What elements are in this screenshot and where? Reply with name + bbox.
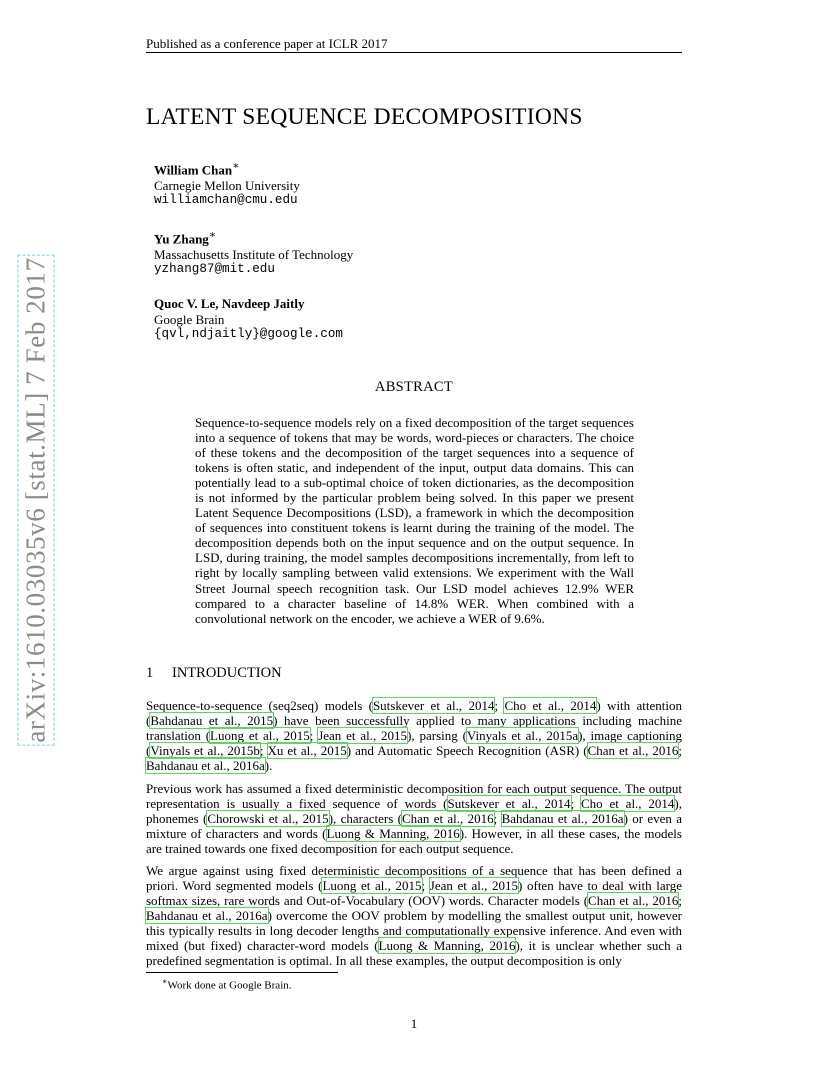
citation-link[interactable]: Vinyals et al., 2015b (150, 743, 260, 759)
citation-link[interactable]: Chorowski et al., 2015 (207, 811, 329, 827)
citation-link[interactable]: Luong & Manning, 2016 (326, 826, 460, 842)
abstract-heading: ABSTRACT (374, 379, 454, 395)
citation-link[interactable]: Sutskever et al., 2014 (372, 698, 495, 713)
author-affiliation: Google Brain (154, 311, 225, 327)
header-rule (146, 52, 682, 53)
section-heading (146, 665, 282, 682)
author-mark: ∗ (232, 160, 240, 172)
citation-link[interactable]: Bahdanau et al., 2016a (501, 811, 624, 827)
author-email[interactable]: yzhang87@mit.edu (154, 262, 275, 277)
paper-title: LATENT SEQUENCE DECOMPOSITIONS (146, 104, 583, 130)
footnote (162, 977, 292, 992)
author-name: Quoc V. Le, Navdeep Jaitly (154, 296, 305, 311)
citation-link[interactable]: Luong et al., 2015 (322, 878, 422, 894)
running-header: Published as a conference paper at ICLR 2017 (146, 36, 388, 51)
author-block (154, 159, 300, 209)
citation-link[interactable]: Bahdanau et al., 2016a (146, 758, 265, 774)
author-name: William Chan (154, 162, 233, 178)
footnote-mark: ∗ (162, 977, 168, 986)
citation-link[interactable]: Chan et al., 2016 (401, 811, 494, 827)
citation-link[interactable]: Luong & Manning, 2016 (378, 938, 516, 954)
intro-paragraph: Sequence-to-sequence (seq2seq) models (Sutskever et al., 2014; Cho et al., 2014) with attention (Bahdanau et al., 2015) have been successfully applied to many applications including machine translation (Luong et al., 2015; Jean et al., 2015), parsing (Vinyals et al., 2015a), image captioning (Vinyals et al., 2015b; Xu et al., 2015) and Automatic Speech Recognition (ASR) (Chan et al., 2016; Bahdanau et al., 2016a). (146, 698, 682, 774)
author-email[interactable]: {qvl,ndjaitly}@google.com (154, 327, 343, 341)
citation-link[interactable]: Vinyals et al., 2015a (466, 728, 579, 744)
citation-link[interactable]: Cho et al., 2014 (580, 796, 675, 812)
citation-link[interactable]: Jean et al., 2015 (318, 728, 408, 744)
intro-paragraph: Previous work has assumed a fixed deterministic decomposition for each output sequence. The output representation is usually a fixed sequence of words (Sutskever et al., 2014; Cho et al., 2014), phonemes (Chorowski et al., 2015), characters (Chan et al., 2016; Bahdanau et al., 2016a) or even a mixture of characters and words (Luong & Manning, 2016). However, in all these cases, the models are trained towards one fixed decomposition for each output sequence. (146, 781, 683, 857)
footnote-text: Work done at Google Brain. (167, 979, 292, 992)
section-title: INTRODUCTION (172, 665, 282, 681)
author-block (154, 296, 343, 343)
intro-paragraph: We argue against using fixed deterministic decompositions of a sequence that has been defined a priori. Word segmented models (Luong et al., 2015; Jean et al., 2015) often have to deal with large softmax sizes, rare words and Out-of-Vocabulary (OOV) words. Character models (Chan et al., 2016; Bahdanau et al., 2016a) overcome the OOV problem by modelling the smallest output unit, however this typically results in long decoder lengths and computationally expensive inference. And even with mixed (but fixed) character-word models (Luong & Manning, 2016), it is unclear whether such a predefined segmentation is optimal. In all these examples, the output decomposition is only (146, 863, 683, 969)
citation-link[interactable]: Chan et al., 2016 (587, 743, 679, 759)
footnote-rule (146, 972, 338, 973)
author-name: Yu Zhang (154, 231, 209, 247)
author-affiliation: Carnegie Mellon University (154, 177, 300, 193)
author-email[interactable]: williamchan@cmu.edu (154, 193, 298, 208)
citation-link[interactable]: Bahdanau et al., 2015 (150, 713, 274, 729)
citation-link[interactable]: Luong et al., 2015 (210, 728, 310, 744)
citation-link[interactable]: Xu et al., 2015 (267, 743, 347, 759)
arxiv-identifier-link[interactable]: arXiv:1610.03035v6 [stat.ML] 7 Feb 2017 (20, 257, 51, 743)
citation-link[interactable]: Bahdanau et al., 2016a (146, 908, 268, 924)
author-block (154, 228, 353, 278)
citation-link[interactable]: Chan et al., 2016 (588, 893, 679, 909)
section-number: 1 (146, 665, 154, 681)
citation-link[interactable]: Sutskever et al., 2014 (447, 796, 571, 812)
page-number: 1 (410, 1016, 418, 1031)
author-mark: ∗ (208, 229, 217, 241)
author-affiliation: Massachusetts Institute of Technology (154, 246, 354, 262)
citation-link[interactable]: Jean et al., 2015 (429, 878, 519, 894)
abstract-text: Sequence-to-sequence models rely on a fixed decomposition of the target sequences into a sequence of tokens that may be words, word-pieces or characters. The choice of these tokens and the decomposition of the target sequences into a sequence of tokens is often static, and independent of the input, output data domains. This can potentially lead to a sub-optimal choice of token dictionaries, as the decomposition is not informed by the particular problem being solved. In this paper we present Latent Sequence Decompositions (LSD), a framework in which the decomposition of sequences into constituent tokens is learnt during the training of the model. The decomposition depends both on the input sequence and on the output sequence. In LSD, during training, the model samples decompositions incrementally, from left to right by locally sampling between valid extensions. We experiment with the Wall Street Journal speech recognition task. Our LSD model achieves 12.9% WER compared to a character baseline of 14.8% WER. When combined with a convolutional network on the encoder, we achieve a WER of 9.6%. (195, 415, 634, 626)
citation-link[interactable]: Cho et al., 2014 (504, 698, 597, 713)
